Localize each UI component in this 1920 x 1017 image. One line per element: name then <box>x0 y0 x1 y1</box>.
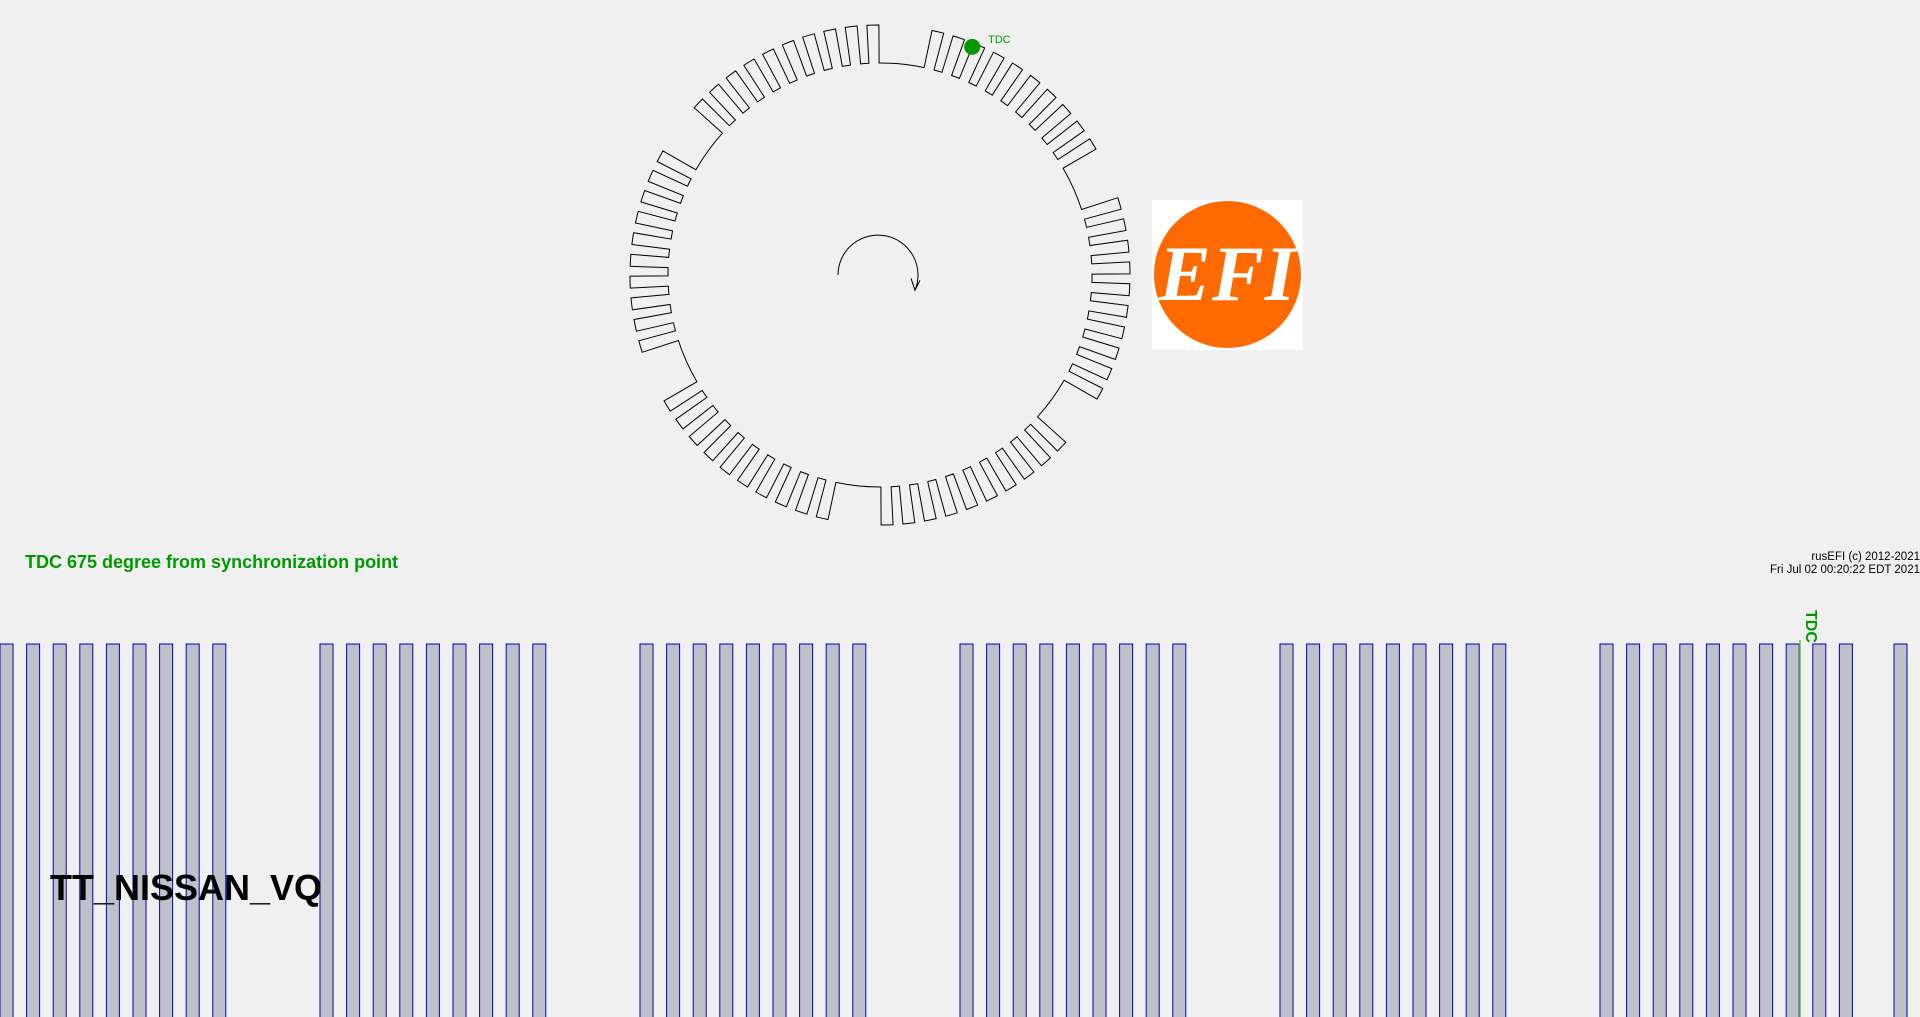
tdc-label: TDC <box>988 34 1011 46</box>
signal-tooth <box>826 644 839 1017</box>
signal-tooth <box>160 644 173 1017</box>
signal-tooth <box>27 644 40 1017</box>
copyright-block <box>1770 551 1920 577</box>
sync-caption: TDC 675 degree from synchronization point <box>25 552 399 572</box>
signal-tooth <box>667 644 680 1017</box>
signal-tooth <box>1813 644 1826 1017</box>
copyright-line: rusEFI (c) 2012-2021 <box>1811 551 1920 563</box>
signal-tooth <box>1839 644 1852 1017</box>
signal-tooth <box>453 644 466 1017</box>
signal-tooth <box>53 644 66 1017</box>
signal-tooth <box>1120 644 1133 1017</box>
signal-tooth <box>960 644 973 1017</box>
signal-tooth <box>1066 644 1079 1017</box>
signal-tooth <box>400 644 413 1017</box>
signal-tooth <box>373 644 386 1017</box>
tdc-marker-label: TDC <box>1802 610 1819 643</box>
signal-tooth <box>800 644 813 1017</box>
signal-tooth <box>1894 644 1907 1017</box>
efi-logo <box>1152 200 1303 350</box>
signal-tooth <box>1307 644 1320 1017</box>
signal-tooth <box>533 644 546 1017</box>
signal-tooth <box>80 644 93 1017</box>
signal-tooth <box>186 644 199 1017</box>
signal-tooth <box>1013 644 1026 1017</box>
signal-tooth <box>1627 644 1640 1017</box>
signal-tooth <box>0 644 13 1017</box>
timestamp-line: Fri Jul 02 00:20:22 EDT 2021 <box>1769 564 1920 576</box>
wheel-outline <box>630 25 1130 525</box>
rotation-arrow-icon <box>838 235 920 290</box>
signal-tooth <box>1093 644 1106 1017</box>
signal-tooth <box>1413 644 1426 1017</box>
signal-tooth <box>1733 644 1746 1017</box>
signal-tooth <box>746 644 759 1017</box>
signal-tooth <box>1440 644 1453 1017</box>
signal-tooth <box>213 644 226 1017</box>
efi-logo-text: EFI <box>1158 230 1297 317</box>
signal-tooth <box>1706 644 1719 1017</box>
trigger-signal <box>0 640 1920 1017</box>
trigger-name: TT_NISSAN_VQ <box>50 867 323 908</box>
signal-tooth <box>1386 644 1399 1017</box>
signal-tooth <box>480 644 493 1017</box>
signal-tooth <box>1173 644 1186 1017</box>
signal-tooth <box>1040 644 1053 1017</box>
signal-tooth <box>1786 644 1799 1017</box>
signal-teeth <box>0 644 1907 1017</box>
signal-tooth <box>320 644 333 1017</box>
signal-tooth <box>853 644 866 1017</box>
signal-tooth <box>640 644 653 1017</box>
signal-tooth <box>1333 644 1346 1017</box>
signal-tooth <box>1653 644 1666 1017</box>
signal-tooth <box>506 644 519 1017</box>
signal-tooth <box>133 644 146 1017</box>
signal-tooth <box>1360 644 1373 1017</box>
signal-tooth <box>1146 644 1159 1017</box>
signal-tooth <box>1466 644 1479 1017</box>
signal-tooth <box>773 644 786 1017</box>
signal-tooth <box>426 644 439 1017</box>
tdc-dot <box>964 39 980 55</box>
signal-tooth <box>347 644 360 1017</box>
signal-tooth <box>987 644 1000 1017</box>
signal-tooth <box>720 644 733 1017</box>
signal-tooth <box>1280 644 1293 1017</box>
signal-tooth <box>1600 644 1613 1017</box>
signal-tooth <box>693 644 706 1017</box>
signal-tooth <box>1760 644 1773 1017</box>
signal-tooth <box>1493 644 1506 1017</box>
signal-tooth <box>1680 644 1693 1017</box>
signal-tooth <box>106 644 119 1017</box>
